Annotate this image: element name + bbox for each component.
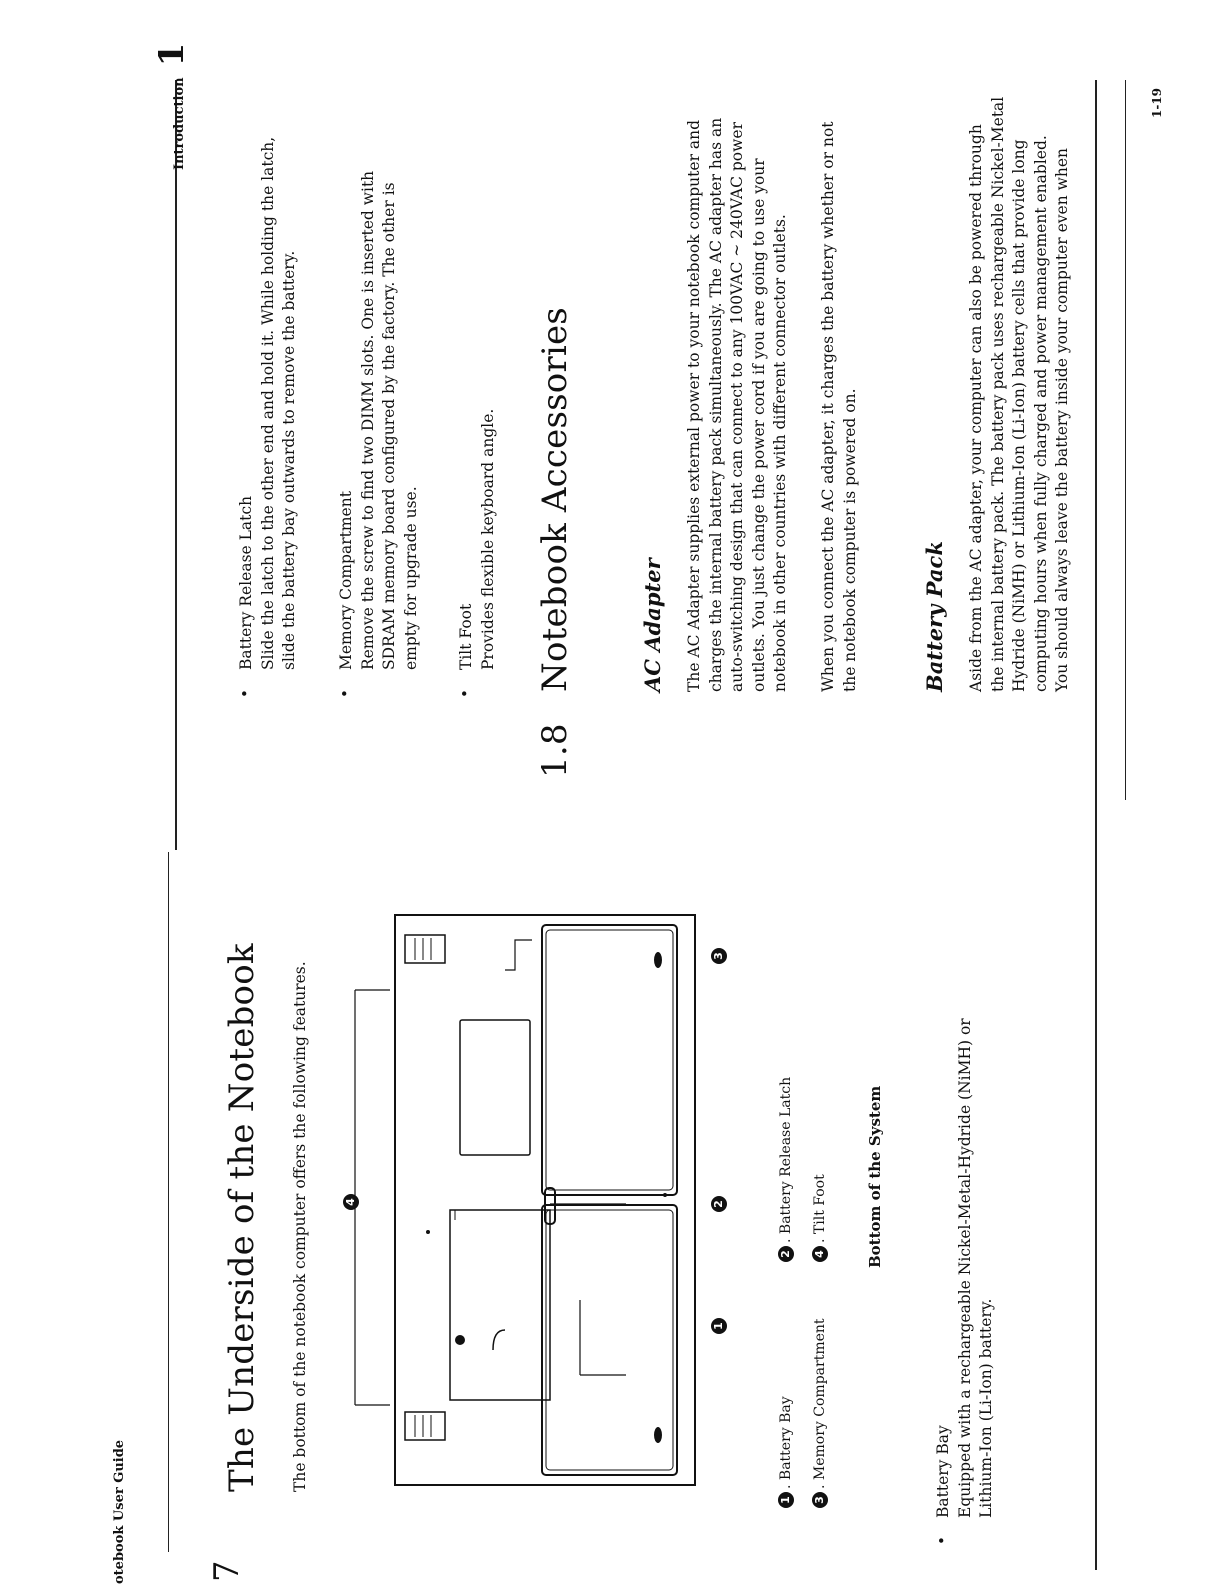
right-top-rule — [175, 80, 177, 850]
figure-caption: Bottom of the System — [866, 1085, 884, 1268]
bullet-line: slide the battery bay outwards to remove the battery. — [280, 250, 298, 670]
bullet-title: Tilt Foot — [457, 603, 475, 670]
left-bullet-battery-bay — [933, 1018, 998, 1518]
callout-1: 1 — [708, 1315, 727, 1334]
legend-item-memory-compartment: 3. Memory Compartment — [812, 1318, 828, 1508]
callout-2: 2 — [708, 1193, 727, 1212]
bullet-dot: • — [236, 689, 254, 698]
legend-item-tilt-foot: 4. Tilt Foot — [812, 1174, 828, 1262]
bullet-dot: • — [336, 689, 354, 698]
legend-item-battery-bay: 1. Battery Bay — [778, 1396, 794, 1508]
section-title: Notebook Accessories — [535, 307, 575, 692]
battery-pack-paragraph: Aside from the AC adapter, your computer can also be powered through the internal battery pack. The battery pack uses rechargeable Nickel-Metal Hydride (NiMH) or Lithium-Ion (Li-Ion) battery cells that provide long computing hours when fully charged and power management enabled. You should always leave the battery inside your computer even when — [967, 96, 1071, 692]
bullet-tilt-foot — [456, 409, 499, 670]
ac-adapter-paragraph-2: When you connect the AC adapter, it charges the battery whether or not the notebook computer is powered on. — [819, 121, 859, 692]
callout-3: 3 — [708, 945, 727, 964]
left-bullet-line: Equipped with a rechargeable Nickel-Metal-Hydride (NiMH) or — [955, 1018, 974, 1518]
bullet-dot: • — [456, 689, 474, 698]
chapter-header: Introduction 1 — [152, 42, 192, 170]
left-running-header: otebook User Guide — [112, 1439, 127, 1584]
left-intro: The bottom of the notebook computer offers the following features. — [291, 961, 309, 1492]
legend-item-battery-release-latch: 2. Battery Release Latch — [778, 1077, 794, 1262]
left-page-top-rule — [168, 852, 169, 1552]
left-bullet-line: Lithium-Ion (Li-Ion) battery. — [977, 1298, 995, 1518]
bullet-title: Battery Release Latch — [237, 495, 255, 670]
left-section-title: The Underside of the Notebook — [222, 943, 262, 1492]
notebook-bottom-diagram — [310, 880, 730, 1520]
bullet-line: SDRAM memory board configured by the factory. The other is — [380, 182, 398, 670]
page-divider — [1095, 80, 1097, 1570]
section-number: 1.8 — [535, 723, 575, 778]
bullet-dot: • — [933, 1536, 951, 1545]
left-section-number: 7 — [207, 1560, 247, 1582]
battery-pack-heading: Battery Pack — [922, 541, 947, 692]
callout-4: 4 — [340, 1191, 359, 1210]
bullet-line: Remove the screw to find two DIMM slots. One is inserted with — [358, 170, 377, 670]
bullet-battery-release-latch — [236, 137, 301, 670]
bullet-line: Provides flexible keyboard angle. — [478, 408, 497, 670]
bullet-line: empty for upgrade use. — [401, 486, 420, 670]
bullet-title: Memory Compartment — [337, 491, 355, 670]
right-bottom-rule — [1125, 80, 1126, 800]
page-number: 1-19 — [1150, 87, 1164, 118]
bullet-memory-compartment — [336, 171, 422, 670]
left-bullet-title: Battery Bay — [934, 1425, 952, 1518]
ac-adapter-paragraph-1: The AC Adapter supplies external power to your notebook computer and charges the internal battery pack simultaneously. The AC adapter has an auto-switching design that can connect to any 100VAC ~ 240VAC power outlets. You just change the power cord if you are going to use your notebook in other countries with different connector outlets. — [685, 117, 789, 692]
ac-adapter-heading: AC Adapter — [640, 558, 665, 692]
bullet-line: Slide the latch to the other end and hold it. While holding the latch, — [258, 136, 277, 670]
